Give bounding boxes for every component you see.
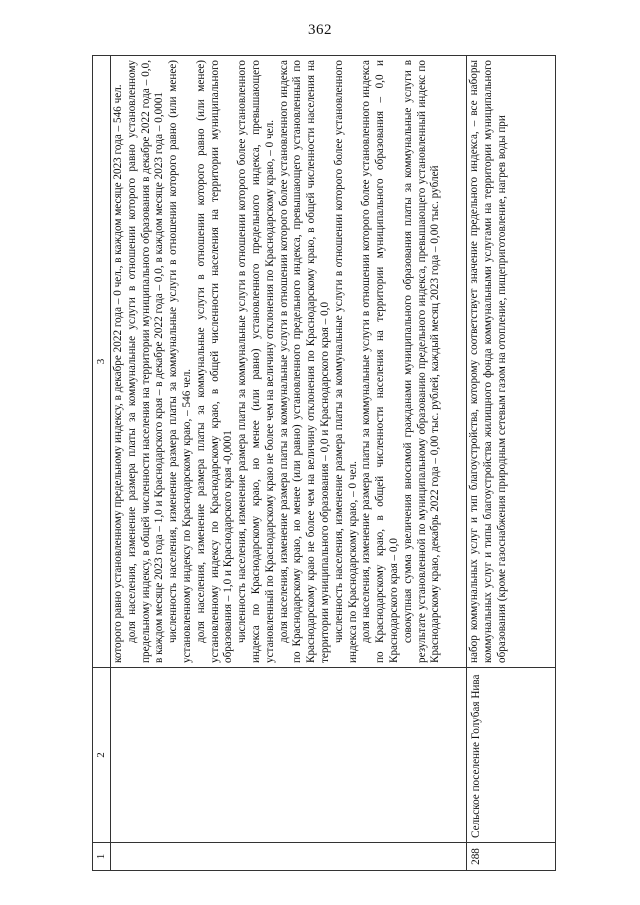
settlement-cell-empty	[111, 668, 467, 843]
table-header-row	[93, 56, 111, 871]
table-row-continuation	[111, 56, 467, 871]
row-number: 288	[470, 848, 482, 865]
paragraph: доля населения, изменение размера платы за коммунальные услуги в отношении которого равно (или менее) установленному индексу по Краснодарскому краю, в общей численности населения на территории муниципального образования – 1,0 и Краснодарского края -0,0001	[194, 60, 235, 663]
settlement-cell	[467, 668, 556, 843]
number-cell-empty	[111, 843, 467, 871]
paragraph: доля населения, изменение размера платы за коммунальные услуги в отношении которого более установленного индекса по Краснодарскому краю, в общей численности населения на территории муниципального образования – 0,0 и Краснодарского края – 0,0	[360, 60, 400, 663]
table-row-288	[467, 56, 556, 871]
settlement-name: Сельское поселение Голубая Нива	[470, 674, 482, 838]
paragraph: численность населения, изменение размера платы за коммунальные услуги в отношении которого более установленного индекса по Краснодарскому краю, – 0 чел.	[332, 60, 359, 663]
paragraph: численность населения, изменение размера платы за коммунальные услуги в отношении которого более установленного индекса по Краснодарскому краю, но менее (или равно) установленного предельного индекса, превышающего установленный по Краснодарскому краю не более чем на величину отклонения по Краснодарскому краю, – 0 чел.	[236, 60, 276, 663]
description-cell	[111, 56, 467, 668]
document-table	[92, 55, 556, 871]
paragraph: совокупная сумма увеличения вносимой гражданами муниципального образования платы за коммунальные услуги в результате установленной по муниципальному образованию предельного индекса, превышающего установленный индекс по Краснодарскому краю, декабрь 2022 года – 0,00 тыс. рублей, каждый месяц 2023 года – 0,00 тыс. рублей	[401, 60, 442, 663]
rotated-table-container	[92, 59, 554, 871]
paragraph: численность населения, изменение размера платы за коммунальные услуги в отношении которого равно (или менее) установленному индексу по Краснодарскому краю, – 546 чел.	[167, 60, 193, 663]
row-description: набор коммунальных услуг и тип благоустройства, которому соответствует значение предельного индекса, – все наборы коммунальных услуг и типы благоустройства жилищного фонда коммунальными услугами на территории муниципального образования (кроме газоснабжения природным сетевым газом на отопление, пищеприготовление, нагрев воды при	[468, 60, 508, 663]
row-number-cell	[467, 843, 556, 871]
page-number: 362	[308, 22, 332, 38]
header-cell-1: 1	[93, 843, 111, 871]
paragraph: доля населения, изменение размера платы за коммунальные услуги в отношении которого более установленного индекса по Краснодарскому краю, но менее (или равно) установленного предельного индекса, превышающего установленный по Краснодарскому краю не более чем на величину отклонения по Краснодарскому краю, в общей численности населения на территории муниципального образования – 0,0 и Краснодарского края – 0,0	[277, 60, 331, 663]
paragraph: доля населения, изменение размера платы за коммунальные услуги в отношении которого равно установленному предельному индексу, в общей численности населения на территории муниципального образования в декабре 2022 года – 0,0, в каждом месяце 2023 года – 1,0 и Краснодарского края – в декабре 2022 года – 0,0, в каждом месяце 2023 года – 0,0001	[125, 60, 166, 663]
row-description-cell	[467, 56, 556, 668]
header-cell-3: 3	[93, 56, 111, 668]
header-cell-2: 2	[93, 668, 111, 843]
paragraph: которого равно установленному предельному индексу, в декабре 2022 года – 0 чел., в каждом месяце 2023 года – 546 чел.	[112, 84, 124, 663]
